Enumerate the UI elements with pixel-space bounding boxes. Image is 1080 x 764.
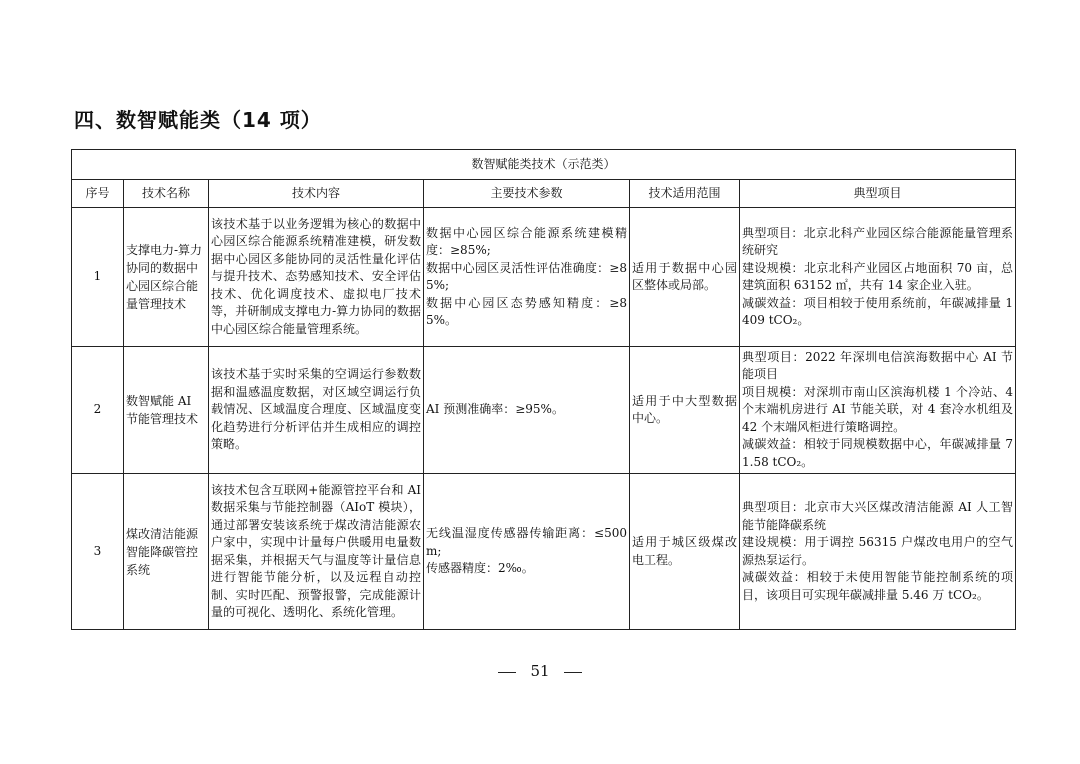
col-header-project: 典型项目: [740, 180, 1016, 208]
cell-scope: 适用于城区级煤改电工程。: [630, 474, 740, 630]
cell-project: 典型项目：2022 年深圳电信滨海数据中心 AI 节能项目 项目规模：对深圳市南山区滨海机楼 1 个冷站、4 个末端机房进行 AI 节能关联，对 4 套冷水机组及 42 个末端风柜进行策略调控。 减碳效益：相较于同规模数据中心，年碳减排量 71.58 tCO₂。: [740, 347, 1016, 474]
cell-tech-content: 该技术包含互联网+能源管控平台和 AI 数据采集与节能控制器（AIoT 模块），通过部署安装该系统于煤改清洁能源农户家中，实现中计量每户供暖用电量数据采集，并根据天气与温度等计量信息进行智能节能分析，以及远程自动控制、实时匹配、预警报警，完成能源计量的可视化、透明化、系统化管理。: [209, 474, 424, 630]
cell-project: 典型项目：北京北科产业园区综合能源能量管理系统研究 建设规模：北京北科产业园区占地面积 70 亩，总建筑面积 63152 ㎡，共有 14 家企业入驻。 减碳效益：项目相较于使用系统前，年碳减排量 1409 tCO₂。: [740, 208, 1016, 347]
table-caption: 数智赋能类技术（示范类）: [72, 150, 1016, 180]
cell-tech-params: 无线温湿度传感器传输距离：≤500 m; 传感器精度：2‰。: [424, 474, 630, 630]
page-number: 51: [530, 662, 550, 680]
table-header-row: [72, 180, 1016, 208]
table-row: [72, 347, 1016, 474]
table-row: [72, 474, 1016, 630]
col-header-content: 技术内容: [209, 180, 424, 208]
col-header-no: 序号: [72, 180, 124, 208]
col-header-scope: 技术适用范围: [630, 180, 740, 208]
page-footer: [0, 662, 1080, 680]
table-row: [72, 208, 1016, 347]
cell-tech-name: 数智赋能 AI 节能管理技术: [124, 347, 209, 474]
col-header-params: 主要技术参数: [424, 180, 630, 208]
cell-no: 2: [72, 347, 124, 474]
cell-tech-name: 煤改清洁能源智能降碳管控系统: [124, 474, 209, 630]
cell-tech-content: 该技术基于以业务逻辑为核心的数据中心园区综合能源系统精准建模，研发数据中心园区多能协同的灵活性量化评估与提升技术、态势感知技术、安全评估技术、优化调度技术、虚拟电厂技术等，并研制成支撑电力-算力协同的数据中心园区综合能量管理系统。: [209, 208, 424, 347]
cell-tech-content: 该技术基于实时采集的空调运行参数数据和温感温度数据，对区域空调运行负载情况、区域温度合理度、区域温度变化趋势进行分析评估并生成相应的调控策略。: [209, 347, 424, 474]
cell-project: 典型项目：北京市大兴区煤改清洁能源 AI 人工智能节能降碳系统 建设规模：用于调控 56315 户煤改电用户的空气源热泵运行。 减碳效益：相较于未使用智能节能控制系统的项目，该项目可实现年碳减排量 5.46 万 tCO₂。: [740, 474, 1016, 630]
footer-dash-left: [498, 672, 516, 673]
tech-table: [71, 149, 1016, 630]
cell-no: 3: [72, 474, 124, 630]
cell-tech-params: AI 预测准确率：≥95%。: [424, 347, 630, 474]
section-heading: 四、数智赋能类（14 项）: [74, 108, 322, 132]
cell-scope: 适用于数据中心园区整体或局部。: [630, 208, 740, 347]
footer-dash-right: [564, 672, 582, 673]
cell-no: 1: [72, 208, 124, 347]
cell-tech-name: 支撑电力-算力协同的数据中心园区综合能量管理技术: [124, 208, 209, 347]
cell-tech-params: 数据中心园区综合能源系统建模精度：≥85%; 数据中心园区灵活性评估准确度：≥85%; 数据中心园区态势感知精度：≥85%。: [424, 208, 630, 347]
cell-scope: 适用于中大型数据中心。: [630, 347, 740, 474]
col-header-name: 技术名称: [124, 180, 209, 208]
